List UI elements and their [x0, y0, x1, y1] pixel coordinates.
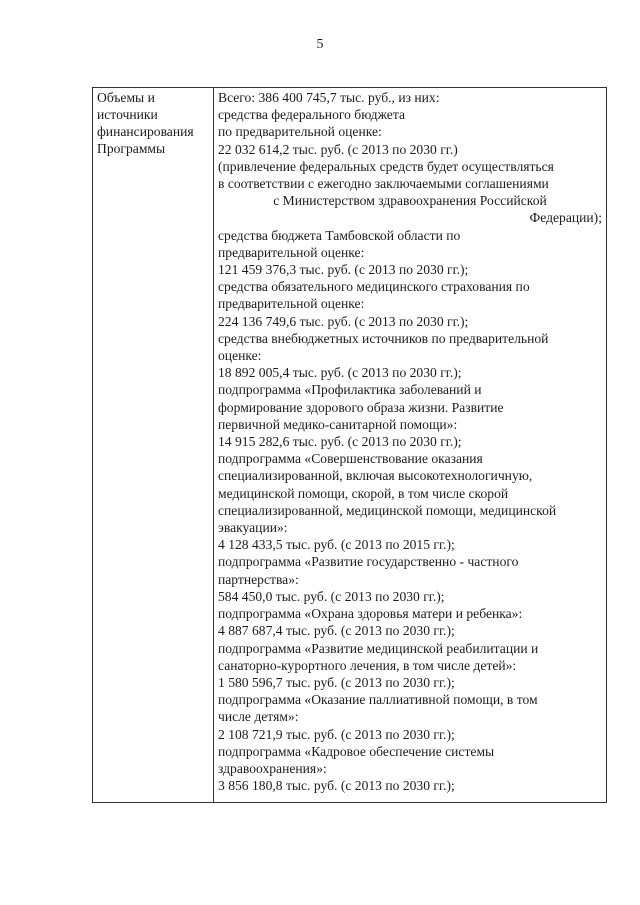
text-line: (привлечение федеральных средств будет осуществляться: [218, 158, 554, 174]
text-line: средства обязательного медицинского страхования по: [218, 279, 530, 295]
text-line: формирование здорового образа жизни. Развитие: [218, 399, 504, 415]
text-line: 4 887 687,4 тыс. руб. (с 2013 по 2030 гг.);: [218, 623, 455, 639]
text-line: подпрограмма «Совершенствование оказания: [218, 451, 483, 467]
text-line: 14 915 282,6 тыс. руб. (с 2013 по 2030 гг.);: [218, 434, 462, 450]
text-line: средства внебюджетных источников по предварительной: [218, 330, 549, 346]
text-line: предварительной оценке:: [218, 296, 365, 312]
text-line: по предварительной оценке:: [218, 124, 382, 140]
text-line: Всего: 386 400 745,7 тыс. руб., из них:: [218, 90, 440, 105]
text-line: 22 032 614,2 тыс. руб. (с 2013 по 2030 гг.): [218, 141, 458, 157]
text-line: числе детям»:: [218, 709, 299, 725]
label-line: Программы: [97, 141, 166, 156]
text-line: 224 136 749,6 тыс. руб. (с 2013 по 2030 гг.);: [218, 313, 469, 329]
text-line: медицинской помощи, скорой, в том числе скорой: [218, 485, 509, 501]
text-line: предварительной оценке:: [218, 244, 365, 260]
text-line: 4 128 433,5 тыс. руб. (с 2013 по 2015 гг.);: [218, 537, 455, 553]
label-cell: [93, 88, 214, 802]
text-line: 3 856 180,8 тыс. руб. (с 2013 по 2030 гг.);: [218, 778, 455, 794]
funding-table: [92, 87, 607, 803]
text-line: 584 450,0 тыс. руб. (с 2013 по 2030 гг.);: [218, 588, 445, 604]
text-line: подпрограмма «Оказание паллиативной помощи, в том: [218, 692, 538, 708]
text-line: оценке:: [218, 348, 262, 364]
text-line: здравоохранения»:: [218, 760, 327, 776]
text-line: подпрограмма «Профилактика заболеваний и: [218, 382, 482, 398]
page-number: 5: [316, 37, 324, 52]
text-line: в соответствии с ежегодно заключаемыми соглашениями: [218, 176, 549, 192]
text-line: партнерства»:: [218, 571, 299, 587]
text-line: санаторно-курортного лечения, в том числе детей»:: [218, 657, 517, 673]
text-line: 2 108 721,9 тыс. руб. (с 2013 по 2030 гг.);: [218, 726, 455, 742]
label-line: источники: [97, 107, 158, 122]
text-line: 1 580 596,7 тыс. руб. (с 2013 по 2030 гг.);: [218, 674, 455, 690]
text-line: первичной медико-санитарной помощи»:: [218, 416, 458, 432]
text-line: Федерации);: [529, 210, 602, 226]
text-line: 18 892 005,4 тыс. руб. (с 2013 по 2030 гг.);: [218, 365, 462, 381]
text-line: подпрограмма «Кадровое обеспечение системы: [218, 743, 495, 759]
text-line: эвакуации»:: [218, 520, 288, 536]
text-line: подпрограмма «Развитие медицинской реабилитации и: [218, 640, 539, 656]
text-line: с Министерством здравоохранения Российской: [273, 193, 547, 209]
text-line: специализированной, медицинской помощи, медицинской: [218, 502, 557, 518]
label-line: Объемы и: [97, 90, 155, 105]
text-line: средства бюджета Тамбовской области по: [218, 227, 461, 243]
text-line: специализированной, включая высокотехнологичную,: [218, 468, 533, 484]
label-line: финансирования: [97, 124, 194, 139]
text-line: 121 459 376,3 тыс. руб. (с 2013 по 2030 гг.);: [218, 262, 469, 278]
text-line: подпрограмма «Развитие государственно - частного: [218, 554, 519, 570]
text-line: средства федерального бюджета: [218, 107, 405, 123]
funding-details-cell: [214, 88, 606, 802]
text-line: подпрограмма «Охрана здоровья матери и ребенка»:: [218, 606, 523, 622]
